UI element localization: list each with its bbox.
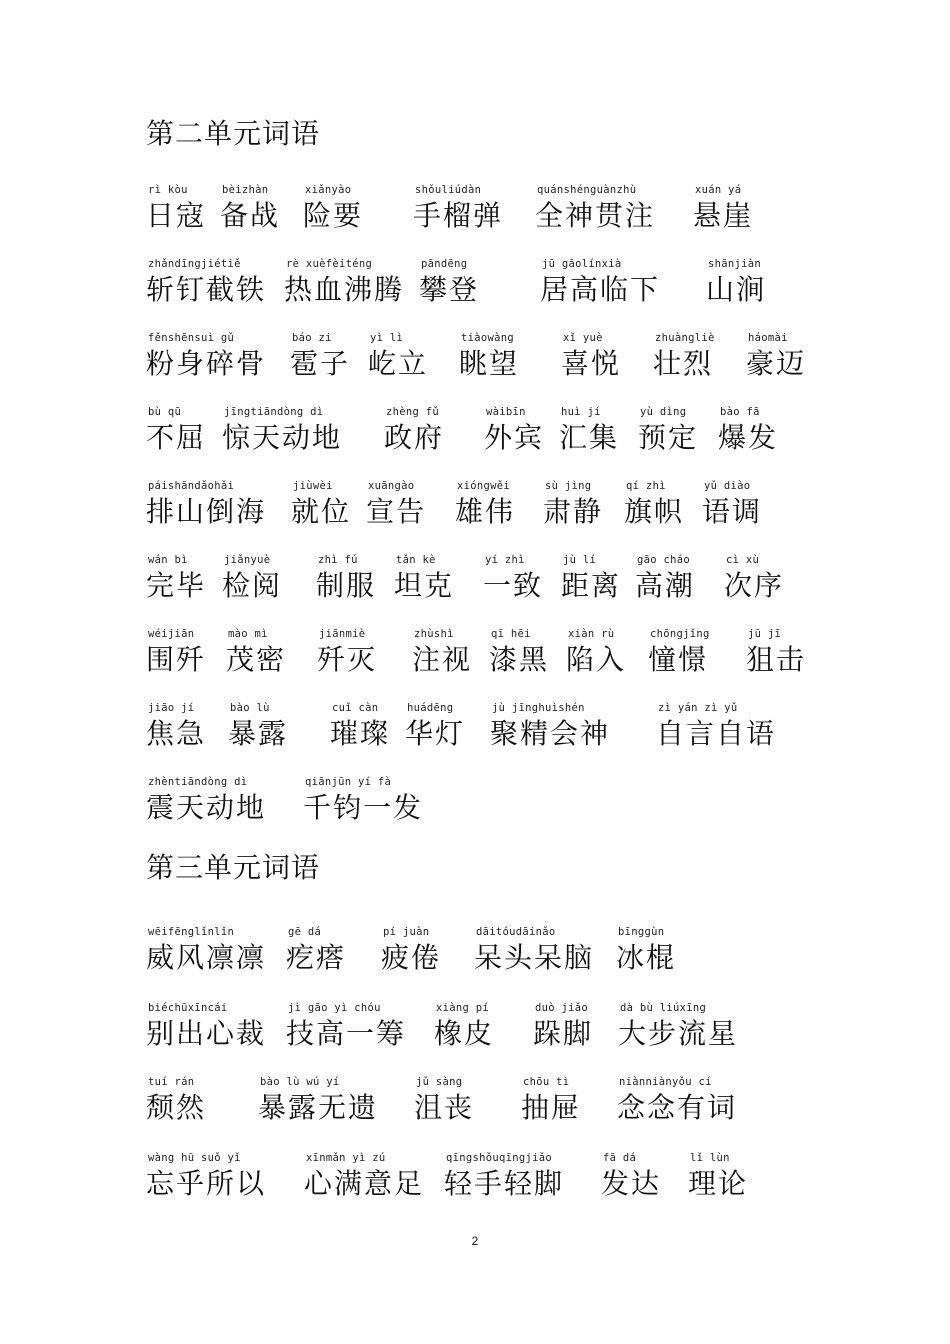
hanzi: 雹子 <box>290 347 351 380</box>
hanzi: 壮烈 <box>653 347 714 380</box>
hanzi: 理论 <box>688 1167 749 1200</box>
hanzi: 焦急 <box>146 717 207 750</box>
pinyin: duò jiǎo <box>535 1002 588 1014</box>
hanzi: 热血沸腾 <box>284 273 405 306</box>
pinyin: chōngjǐng <box>650 628 710 640</box>
unit3-row-2 <box>0 1002 950 1062</box>
pinyin: dà bù liúxīng <box>620 1002 707 1014</box>
pinyin: tiàowàng <box>461 332 514 344</box>
pinyin: cuǐ càn <box>332 702 379 714</box>
hanzi: 忘乎所以 <box>146 1167 267 1200</box>
pinyin: xǐ yuè <box>563 332 603 344</box>
hanzi: 聚精会神 <box>490 717 611 750</box>
hanzi: 疲倦 <box>381 941 442 974</box>
hanzi: 旗帜 <box>624 495 685 528</box>
pinyin: báo zi <box>292 332 332 344</box>
hanzi: 不屈 <box>146 421 207 454</box>
pinyin: bīnggùn <box>618 926 665 938</box>
pinyin: niànniànyǒu cí <box>619 1076 712 1088</box>
hanzi: 一致 <box>483 569 544 602</box>
pinyin: háomài <box>748 332 788 344</box>
pinyin: zì yán zì yǔ <box>658 702 738 714</box>
pinyin: lǐ lùn <box>690 1152 730 1164</box>
hanzi: 华灯 <box>405 717 466 750</box>
hanzi: 完毕 <box>146 569 207 602</box>
unit2-row-3 <box>0 332 950 392</box>
unit2-row-6 <box>0 554 950 614</box>
hanzi: 坦克 <box>394 569 455 602</box>
pinyin: bào lù <box>230 702 270 714</box>
pinyin: yǔ diào <box>704 480 751 492</box>
pinyin: pāndēng <box>421 258 468 270</box>
hanzi: 次序 <box>724 569 785 602</box>
pinyin: qiānjūn yí fà <box>305 776 392 788</box>
hanzi: 抽屉 <box>521 1091 582 1124</box>
hanzi: 千钧一发 <box>303 791 424 824</box>
pinyin: chōu tì <box>523 1076 570 1088</box>
pinyin: jū gāolínxià <box>542 258 622 270</box>
hanzi: 颓然 <box>146 1091 207 1124</box>
pinyin: qī hēi <box>491 628 531 640</box>
hanzi: 注视 <box>412 643 473 676</box>
pinyin: zhì fú <box>318 554 358 566</box>
unit3-heading: 第三单元词语 <box>146 851 321 884</box>
pinyin: bào fā <box>720 406 760 418</box>
hanzi: 技高一筹 <box>286 1017 407 1050</box>
pinyin: qí zhì <box>626 480 666 492</box>
hanzi: 汇集 <box>559 421 620 454</box>
pinyin: xiàn rù <box>568 628 615 640</box>
hanzi: 攀登 <box>419 273 480 306</box>
pinyin: huádēng <box>407 702 454 714</box>
hanzi: 喜悦 <box>561 347 622 380</box>
hanzi: 暴露 <box>228 717 289 750</box>
hanzi: 冰棍 <box>616 941 677 974</box>
pinyin: jì gāo yì chóu <box>288 1002 381 1014</box>
pinyin: jǔ sàng <box>416 1076 463 1088</box>
hanzi: 悬崖 <box>693 199 754 232</box>
hanzi: 茂密 <box>226 643 287 676</box>
pinyin: sù jìng <box>545 480 592 492</box>
pinyin: xuāngào <box>368 480 415 492</box>
hanzi: 自言自语 <box>656 717 777 750</box>
pinyin: tǎn kè <box>396 554 436 566</box>
pinyin: jiǎnyuè <box>224 554 271 566</box>
hanzi: 别出心裁 <box>146 1017 267 1050</box>
hanzi: 日寇 <box>146 199 207 232</box>
pinyin: bù qū <box>148 406 182 418</box>
pinyin: jiāo jí <box>148 702 195 714</box>
hanzi: 心满意足 <box>304 1167 425 1200</box>
hanzi: 暴露无遗 <box>258 1091 379 1124</box>
pinyin: gāo cháo <box>637 554 690 566</box>
unit2-row-2 <box>0 258 950 318</box>
hanzi: 眺望 <box>459 347 520 380</box>
hanzi: 发达 <box>601 1167 662 1200</box>
hanzi: 高潮 <box>635 569 696 602</box>
hanzi: 粉身碎骨 <box>146 347 267 380</box>
hanzi: 威风凛凛 <box>146 941 267 974</box>
hanzi: 预定 <box>638 421 699 454</box>
hanzi: 轻手轻脚 <box>444 1167 565 1200</box>
unit2-heading: 第二单元词语 <box>146 117 321 150</box>
pinyin: páishāndǎohǎi <box>148 480 235 492</box>
hanzi: 斩钉截铁 <box>146 273 267 306</box>
pinyin: xiǎnyào <box>305 184 352 196</box>
hanzi: 歼灭 <box>317 643 378 676</box>
pinyin: xióngwěi <box>457 480 510 492</box>
unit2-row-1 <box>0 184 950 244</box>
hanzi: 呆头呆脑 <box>474 941 595 974</box>
hanzi: 政府 <box>384 421 445 454</box>
hanzi: 橡皮 <box>434 1017 495 1050</box>
pinyin: gē dá <box>288 926 322 938</box>
hanzi: 检阅 <box>222 569 283 602</box>
pinyin: shǒuliúdàn <box>415 184 482 196</box>
pinyin: wàng hū suǒ yǐ <box>148 1152 241 1164</box>
hanzi: 惊天动地 <box>222 421 343 454</box>
hanzi: 居高临下 <box>540 273 661 306</box>
hanzi: 就位 <box>291 495 352 528</box>
unit2-row-7 <box>0 628 950 688</box>
pinyin: zhèntiāndòng dì <box>148 776 248 788</box>
hanzi: 跺脚 <box>533 1017 594 1050</box>
pinyin: pí juàn <box>383 926 430 938</box>
pinyin: wēifēnglǐnlǐn <box>148 926 235 938</box>
hanzi: 雄伟 <box>455 495 516 528</box>
unit2-row-9 <box>0 776 950 836</box>
pinyin: yí zhì <box>485 554 525 566</box>
pinyin: xuán yá <box>695 184 742 196</box>
hanzi: 狙击 <box>746 643 807 676</box>
hanzi: 外宾 <box>484 421 545 454</box>
hanzi: 备战 <box>220 199 281 232</box>
pinyin: tuí rán <box>148 1076 195 1088</box>
unit2-row-8 <box>0 702 950 762</box>
hanzi: 沮丧 <box>414 1091 475 1124</box>
pinyin: xiàng pí <box>436 1002 489 1014</box>
hanzi: 陷入 <box>566 643 627 676</box>
hanzi: 疙瘩 <box>286 941 347 974</box>
pinyin: jù lí <box>563 554 597 566</box>
unit2-row-4 <box>0 406 950 466</box>
hanzi: 宣告 <box>366 495 427 528</box>
pinyin: rè xuèfèiténg <box>286 258 373 270</box>
pinyin: zhuàngliè <box>655 332 715 344</box>
pinyin: jù jīnghuìshén <box>492 702 585 714</box>
hanzi: 距离 <box>561 569 622 602</box>
pinyin: jiānmiè <box>319 628 366 640</box>
pinyin: bèizhàn <box>222 184 269 196</box>
hanzi: 肃静 <box>543 495 604 528</box>
hanzi: 漆黑 <box>489 643 550 676</box>
pinyin: mào mì <box>228 628 268 640</box>
pinyin: dāitóudāinǎo <box>476 926 556 938</box>
pinyin: wán bì <box>148 554 188 566</box>
hanzi: 围歼 <box>146 643 207 676</box>
hanzi: 震天动地 <box>146 791 267 824</box>
hanzi: 山涧 <box>706 273 767 306</box>
unit3-row-3 <box>0 1076 950 1136</box>
pinyin: zhùshì <box>414 628 454 640</box>
pinyin: yù dìng <box>640 406 687 418</box>
hanzi: 念念有词 <box>617 1091 738 1124</box>
pinyin: quánshénguànzhù <box>537 184 637 196</box>
hanzi: 豪迈 <box>746 347 807 380</box>
hanzi: 手榴弹 <box>413 199 504 232</box>
unit2-row-5 <box>0 480 950 540</box>
hanzi: 险要 <box>303 199 364 232</box>
hanzi: 璀璨 <box>330 717 391 750</box>
pinyin: biéchūxīncái <box>148 1002 228 1014</box>
pinyin: wéijiān <box>148 628 195 640</box>
pinyin: zhǎndīngjiétiě <box>148 258 241 270</box>
pinyin: yì lì <box>370 332 404 344</box>
pinyin: cì xù <box>726 554 760 566</box>
pinyin: rì kòu <box>148 184 188 196</box>
pinyin: fā dá <box>603 1152 637 1164</box>
pinyin: qīngshǒuqīngjiǎo <box>446 1152 552 1164</box>
pinyin: wàibīn <box>486 406 526 418</box>
pinyin: huì jí <box>561 406 601 418</box>
pinyin: xīnmǎn yì zú <box>306 1152 386 1164</box>
page-number: 2 <box>471 1234 479 1248</box>
hanzi: 全神贯注 <box>535 199 656 232</box>
pinyin: jū jī <box>748 628 782 640</box>
pinyin: zhèng fǔ <box>386 406 439 418</box>
hanzi: 屹立 <box>368 347 429 380</box>
hanzi: 爆发 <box>718 421 779 454</box>
hanzi: 制服 <box>316 569 377 602</box>
unit3-row-4 <box>0 1152 950 1212</box>
unit3-row-1 <box>0 926 950 986</box>
pinyin: bào lù wú yí <box>260 1076 340 1088</box>
hanzi: 排山倒海 <box>146 495 267 528</box>
hanzi: 大步流星 <box>618 1017 739 1050</box>
pinyin: shānjiàn <box>708 258 761 270</box>
hanzi: 憧憬 <box>648 643 709 676</box>
pinyin: jiùwèi <box>293 480 333 492</box>
hanzi: 语调 <box>702 495 763 528</box>
pinyin: fěnshēnsuì gǔ <box>148 332 235 344</box>
pinyin: jīngtiāndòng dì <box>224 406 324 418</box>
